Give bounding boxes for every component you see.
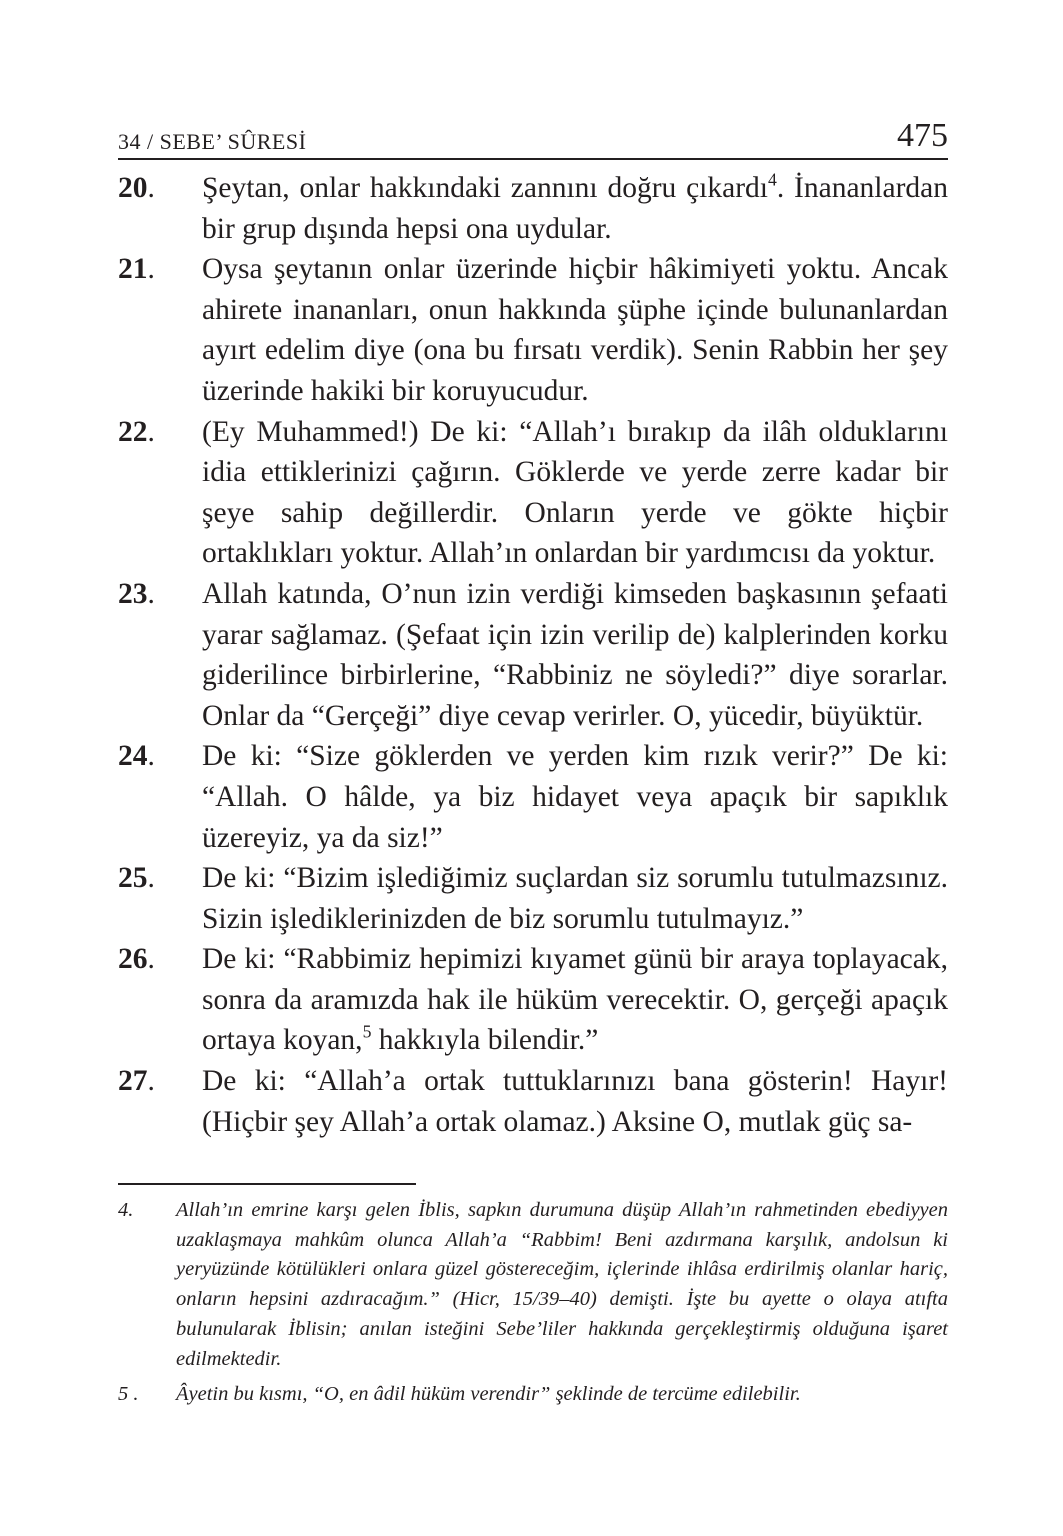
- footnote-list: [118, 1196, 948, 1410]
- verse-text: De ki: “Allah’a ortak tuttuklarınızı bana gösterin! Hayır! (Hiçbir şey Allah’a ortak olamaz.) Aksine O, mutlak güç sa-: [202, 1065, 948, 1138]
- verse-number: 20.: [118, 172, 155, 204]
- verse-26: [118, 939, 948, 1061]
- verse-21: [118, 249, 948, 411]
- verse-number: 25.: [118, 862, 155, 895]
- verse-text: De ki: “Size göklerden ve yerden kim rızık verir?” De ki: “Allah. O hâlde, ya biz hidayet veya apaçık bir sapıklık üzereyiz, ya da siz!”: [202, 740, 948, 854]
- footnote-number: 5 .: [118, 1383, 139, 1406]
- footnote-text: Âyetin bu kısmı, “O, en âdil hüküm verendir” şeklinde de tercüme edilebilir.: [176, 1383, 801, 1406]
- verse-text: Allah katında, O’nun izin verdiği kimseden başkasının şefaati yarar sağlamaz. (Şefaat için izin verilip de) kalplerinden korku giderilince birbirlerine, “Rabbiniz ne söyledi?” diye sorarlar. Onlar da “Gerçeği” diye cevap verirler. O, yücedir, büyüktür.: [202, 577, 948, 732]
- verse-number: 21.: [118, 253, 155, 286]
- verse-20: [118, 168, 948, 249]
- verse-23: [118, 574, 948, 736]
- verse-text: Şeytan, onlar hakkındaki zannını doğru çıkardı$^4$. İnananlardan bir grup dışında hepsi ona uydular.: [202, 169, 949, 245]
- footnote-reference[interactable]: 4: [768, 169, 777, 190]
- verse-27: [118, 1061, 948, 1142]
- verse-number: 24.: [118, 740, 155, 773]
- verse-24: [118, 736, 948, 858]
- footnote-divider: [118, 1183, 416, 1185]
- page-number: 475: [897, 117, 948, 154]
- verse-number: 26.: [118, 943, 155, 976]
- footnote-text: Allah’ın emrine karşı gelen İblis, sapkın durumuna düşüp Allah’ın rahmetinden ebediyyen uzaklaşmaya mahkûm olunca Allah’a “Rabbim! Beni azdırmana karşılık, andolsun ki yeryüzünde kötülükleri onlara güzel göstereceğim, içlerinde ihlâsa erdirilmiş olanlar hariç, onların hepsini azdıracağım.” (Hicr, 15/39–40) demişti. İşte bu ayette o olaya atıfta bulunularak İblisin; anılan isteğini Sebe’liler hakkında gerçekleştirmiş olduğuna işaret edilmektedir.: [176, 1199, 948, 1370]
- verse-text: De ki: “Rabbimiz hepimizi kıyamet günü bir araya toplayacak, sonra da aramızda hak ile hüküm verecektir. O, gerçeği apaçık ortaya koyan,$^5$ hakkıyla bilendir.”: [202, 943, 948, 1057]
- verse-text: (Ey Muhammed!) De ki: “Allah’ı bırakıp da ilâh olduklarını idia ettiklerinizi çağırın. Göklerde ve yerde zerre kadar bir şeye sahip değillerdir. Onların yerde ve gökte hiçbir ortaklıkları yoktur. Allah’ın onlardan bir yardımcısı da yoktur.: [202, 415, 948, 570]
- footnote-number: 4.: [118, 1199, 134, 1221]
- footnote-5: [118, 1380, 948, 1410]
- running-header: [118, 112, 948, 160]
- footnote-4: [118, 1196, 948, 1374]
- surah-title: 34 / SEBE’ SÛRESİ: [118, 129, 307, 154]
- footnote-reference[interactable]: 5: [362, 1021, 372, 1042]
- verse-25: [118, 858, 948, 939]
- verse-number: 22.: [118, 415, 155, 448]
- verse-text: Oysa şeytanın onlar üzerinde hiçbir hâkimiyeti yoktu. Ancak ahirete inananları, onun hakkında şüphe içinde bulunanlardan ayırt edelim diye (ona bu fırsatı verdik). Senin Rabbin her şey üzerinde hakiki bir koruyucudur.: [202, 253, 948, 407]
- verse-list: [118, 168, 948, 1142]
- verse-22: [118, 412, 948, 574]
- verse-text: De ki: “Bizim işlediğimiz suçlardan siz sorumlu tutulmazsınız. Sizin işlediklerinizden de biz sorumlu tutulmayız.”: [202, 862, 948, 935]
- verse-number: 23.: [118, 577, 155, 610]
- verse-number: 27.: [118, 1065, 155, 1098]
